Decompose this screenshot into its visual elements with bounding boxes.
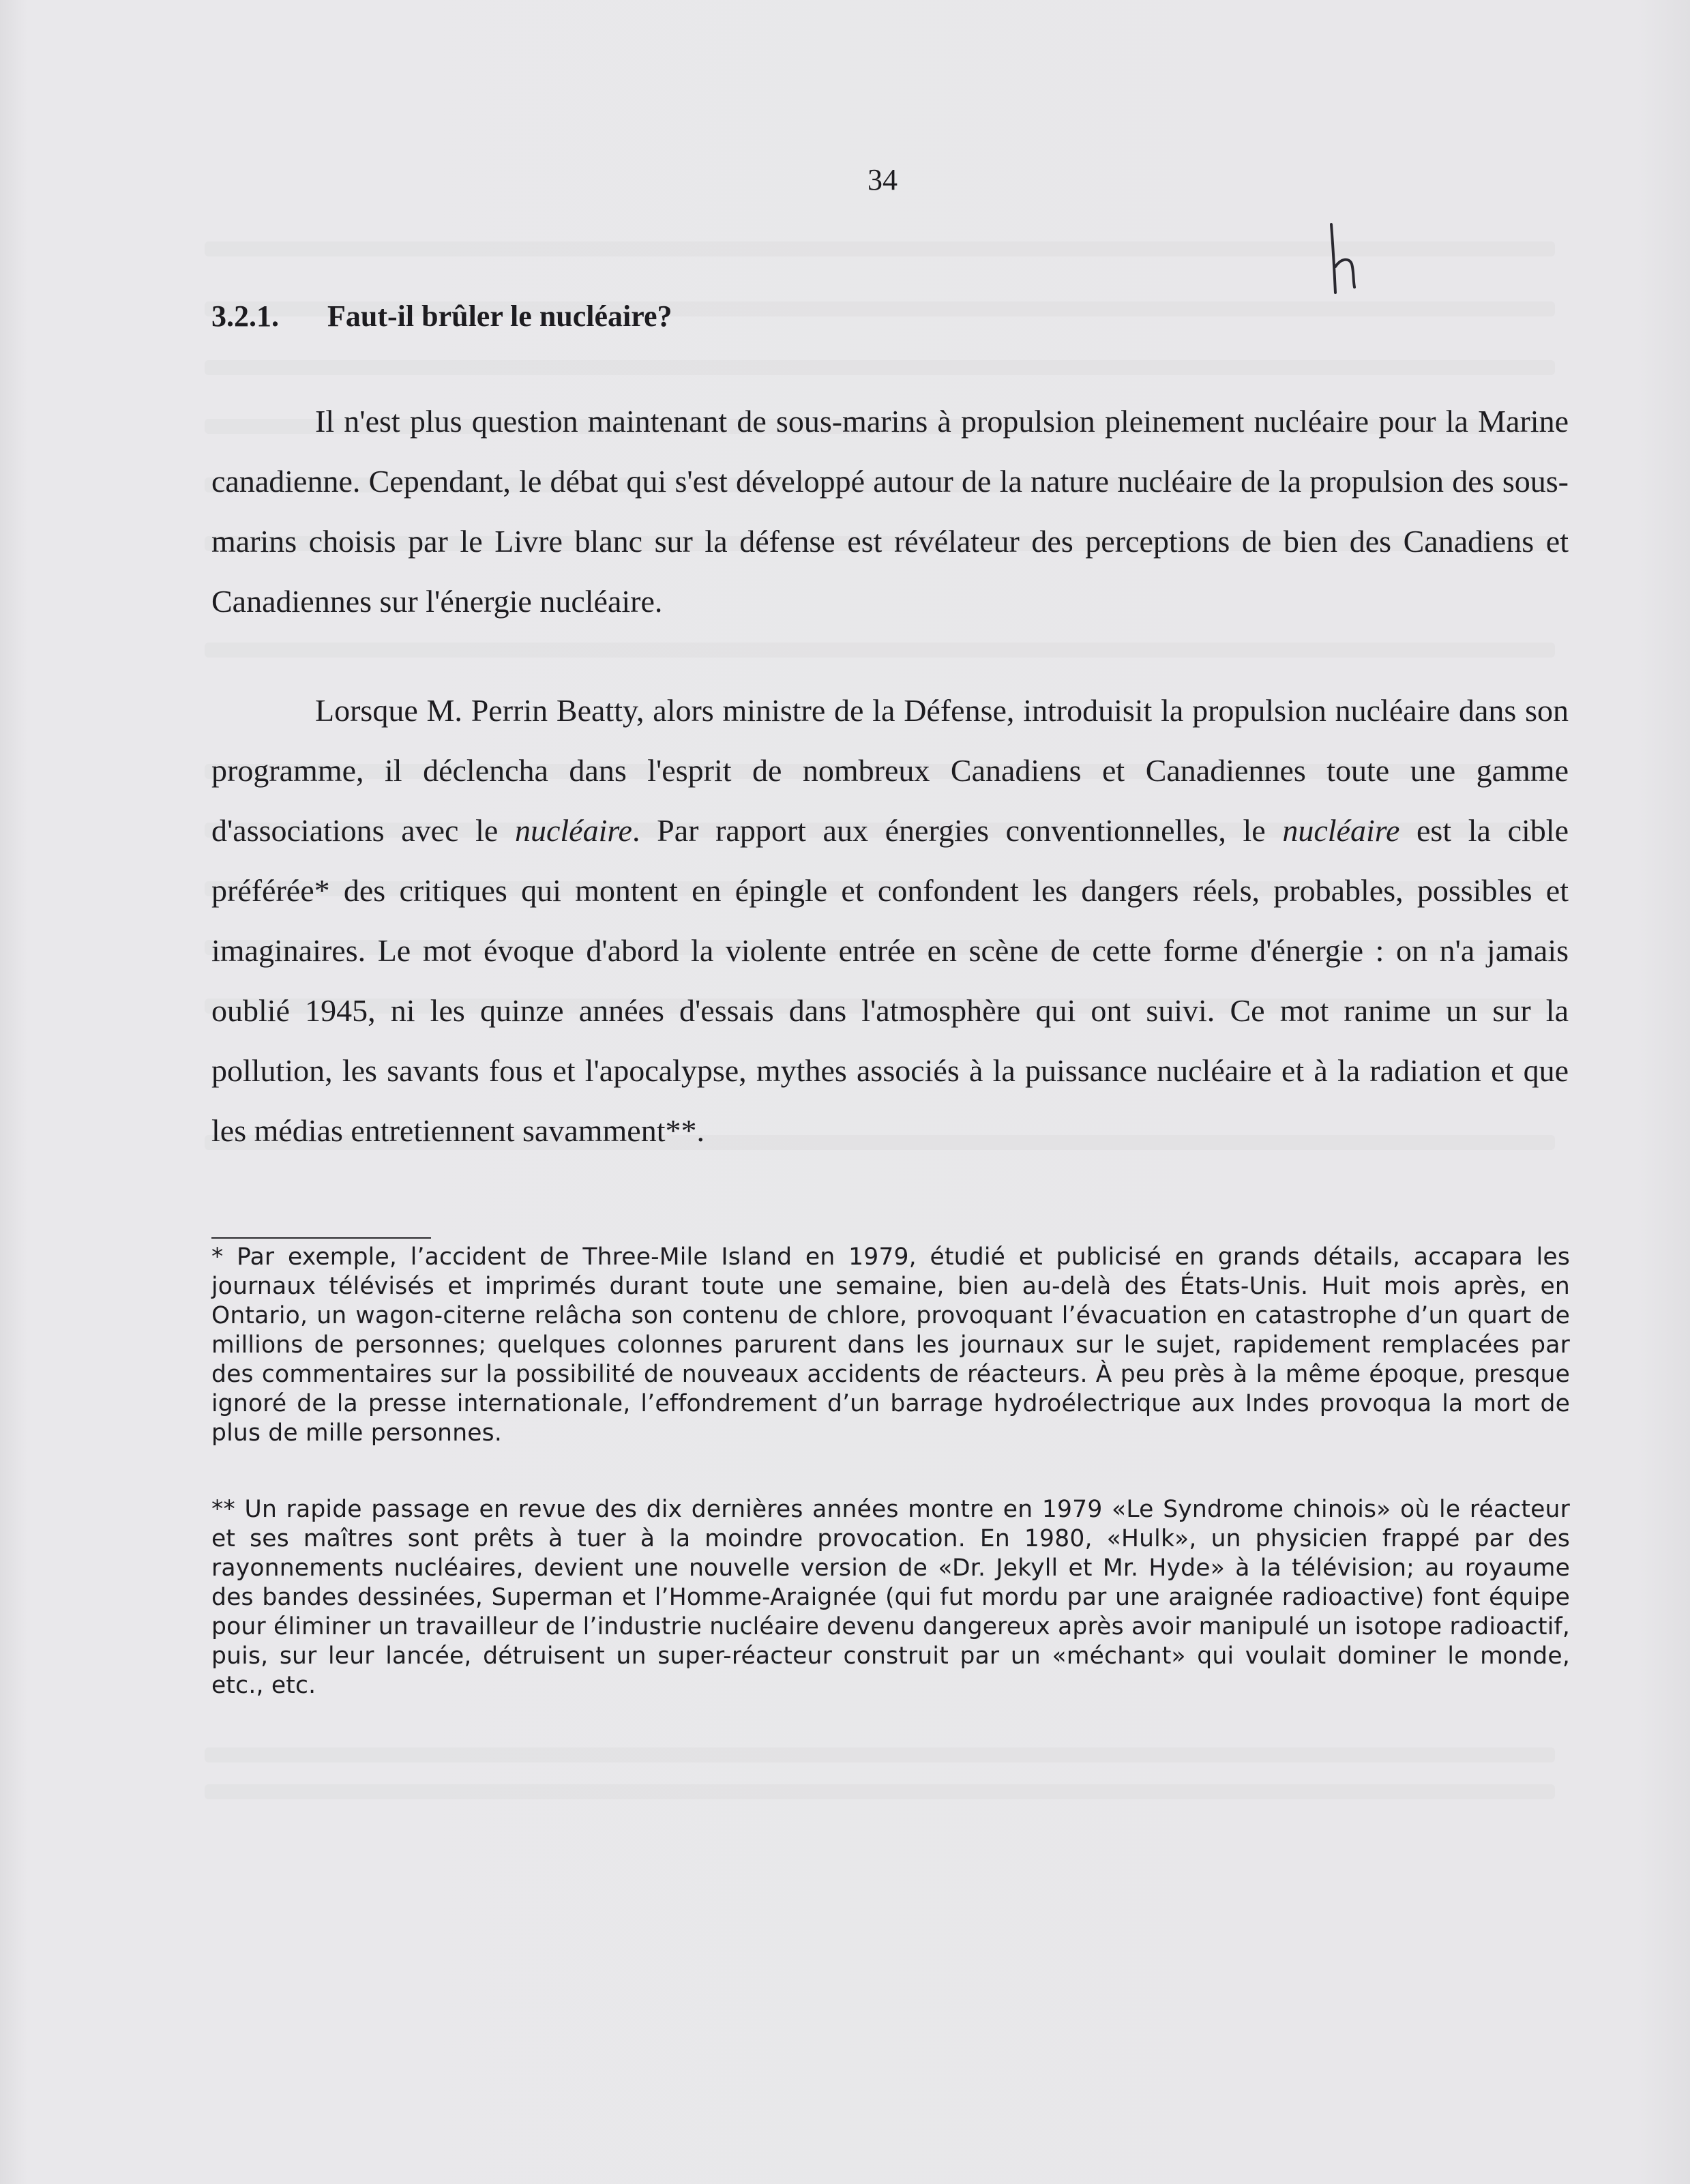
paragraph-text: Il n'est plus question maintenant de sous-marins à propulsion pleinement nucléaire pour la Marine canadienne. Cependant, le débat qui s'est développé autour de la nature nucléaire de la propulsion des sous-marins choisis par le Livre blanc sur la défense est révélateur des perceptions de bien des Canadiens et Canadiennes sur l'énergie nucléaire. <box>211 404 1569 619</box>
bleed-through-line <box>205 360 1555 375</box>
bleed-through-line <box>205 1784 1555 1799</box>
page-number: 34 <box>868 163 898 196</box>
paragraph-text: . Par rapport aux énergies conventionnelles, le <box>632 813 1283 848</box>
bleed-through-line <box>205 643 1555 658</box>
paragraph-text: est la cible préférée* des critiques qui montent en épingle et confondent les dangers réels, probables, possibles et imaginaires. Le mot évoque d'abord la violente entrée en scène de cette forme d'énergie : on n'a jamais oublié 1945, ni les quinze années d'essais dans l'atmosphère qui ont suivi. Ce mot ranime un sur la pollution, les savants fous et l'apocalypse, mythes associés à la puissance nucléaire et à la radiation et que les médias entretiennent savamment**. <box>211 813 1569 1148</box>
footnote: * Par exemple, l’accident de Three-Mile Island en 1979, étudié et publicisé en grands détails, accapara les journaux télévisés et imprimés durant toute une semaine, bien au-delà des États-Unis. Huit mois après, en Ontario, un wagon-citerne relâcha son contenu de chlore, provoquant l’évacuation en catastrophe d’un quart de millions de personnes; quelques colonnes parurent dans les journaux sur le sujet, rapidement remplacées par des commentaires sur la possibilité de nouveaux accidents de réacteurs. À peu près à la même époque, presque ignoré de la presse internationale, l’effondrement d’un barrage hydroélectrique aux Indes provoqua la mort de plus de mille personnes. <box>211 1243 1570 1447</box>
emphasis-text: nucléaire <box>1282 813 1400 848</box>
section-title: Faut-il brûler le nucléaire? <box>327 299 672 333</box>
body-paragraph <box>211 392 1569 632</box>
footnote: ** Un rapide passage en revue des dix dernières années montre en 1979 «Le Syndrome chinois» où le réacteur et ses maîtres sont prêts à tuer à la moindre provocation. En 1980, «Hulk», un physicien frappé par des rayonnements nucléaires, devient une nouvelle version de «Dr. Jekyll et Mr. Hyde» à la télévision; au royaume des bandes dessinées, Superman et l’Homme-Araignée (qui fut mordu par une araignée radioactive) font équipe pour éliminer un travailleur de l’industrie nucléaire devenu dangereux après avoir manipulé un isotope radioactif, puis, sur leur lancée, détruisent un super-réacteur construit par un «méchant» qui voulait dominer le monde, etc., etc. <box>211 1496 1570 1699</box>
section-heading <box>211 299 672 334</box>
section-number: 3.2.1. <box>211 299 279 333</box>
footnote-separator <box>211 1237 431 1239</box>
paragraph-text: Lorsque M. Perrin Beatty, alors ministre de la Défense, introduisit la propulsion nucléaire dans son programme, il déclencha dans l'esprit de nombreux Canadiens et Canadiennes toute une gamme d'associations avec le <box>211 693 1569 848</box>
bleed-through-line <box>205 1747 1555 1762</box>
handwritten-mark-icon <box>1323 222 1364 297</box>
emphasis-text: nucléaire <box>514 813 632 848</box>
body-paragraph <box>211 681 1569 1161</box>
